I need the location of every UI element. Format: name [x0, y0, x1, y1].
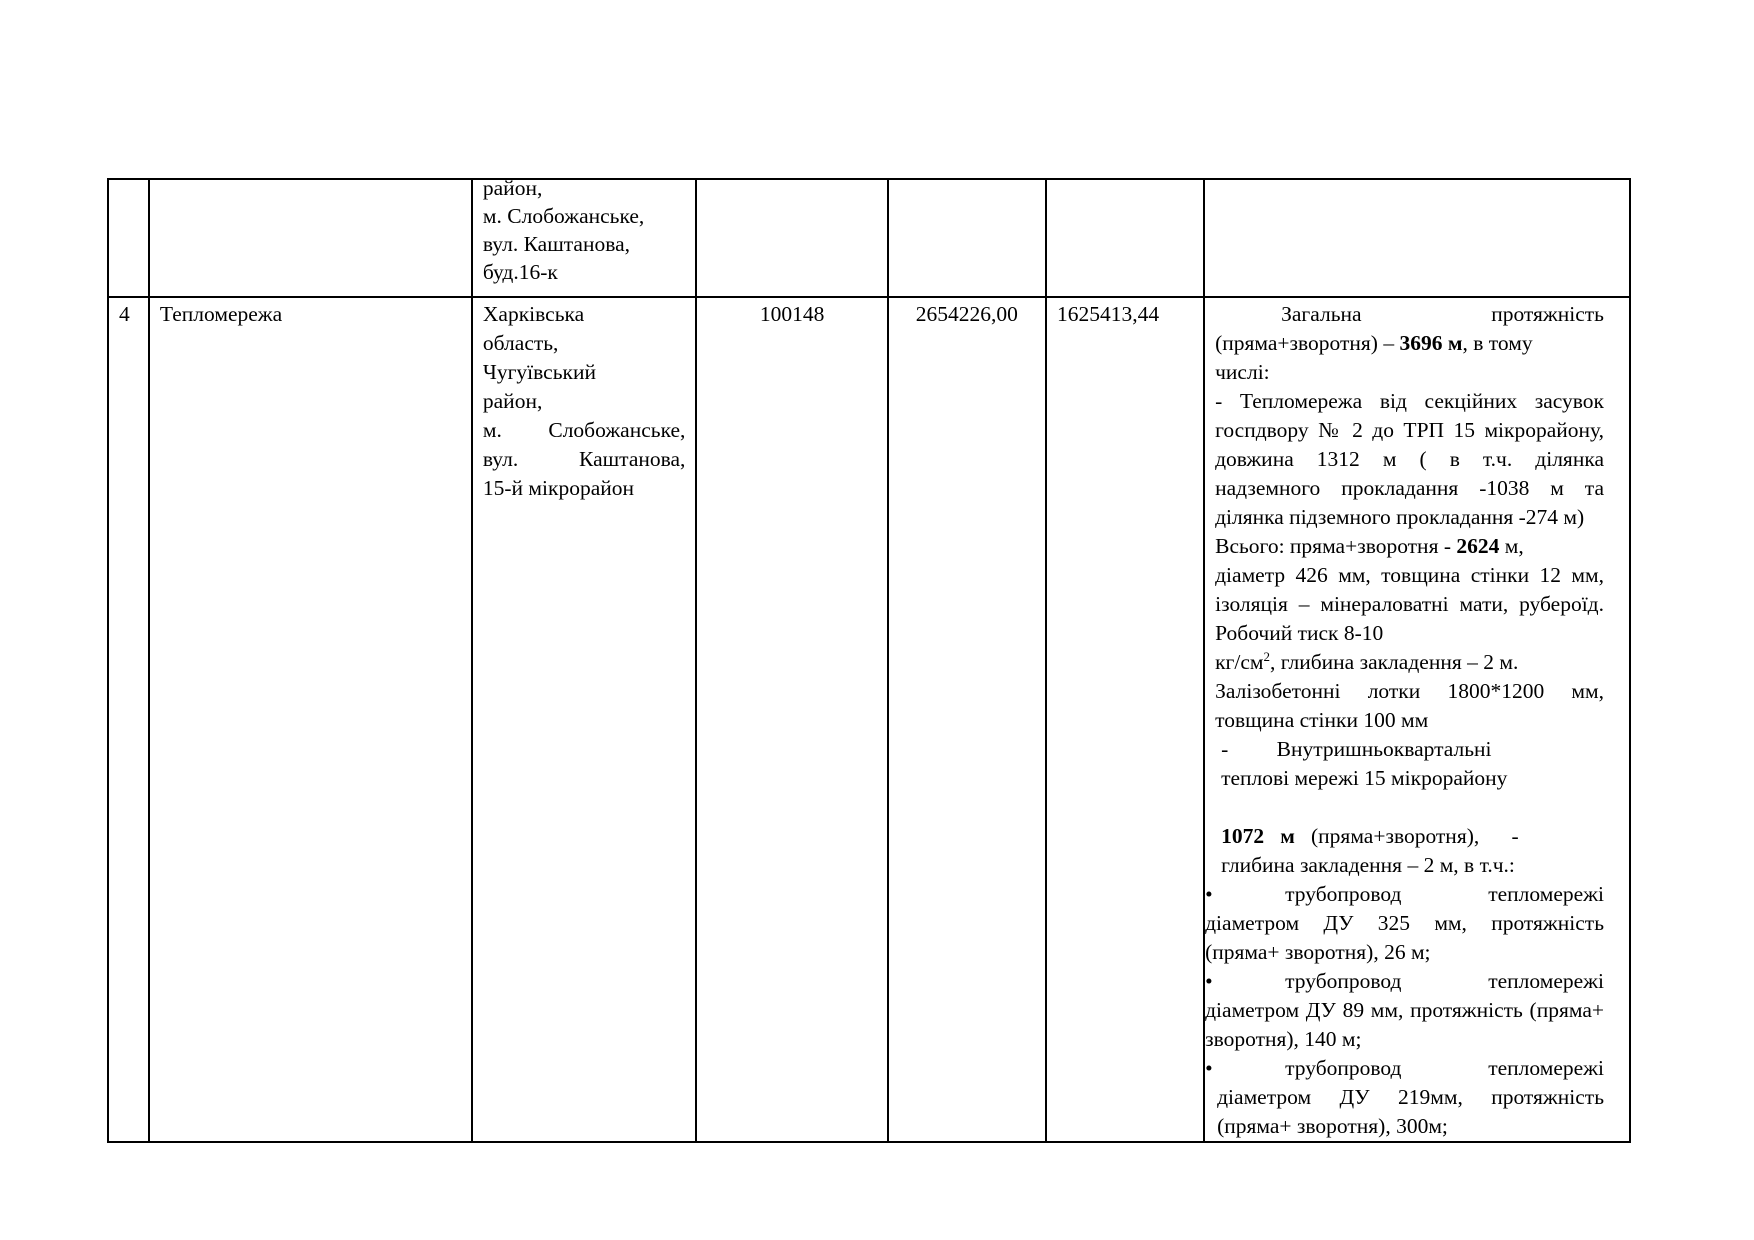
address-line: вул. Каштанова, [482, 232, 630, 256]
table-row [108, 179, 1630, 297]
table-row [108, 297, 1630, 1142]
description-text: м, [1504, 534, 1524, 558]
description-text: Загальна [1281, 302, 1362, 326]
description-text: діаметром ДУ 89 мм, протяжність (пряма+ зворотня), 140 м; [1205, 998, 1604, 1051]
description-text: , в тому [1462, 331, 1533, 355]
description-text: трубопровод тепломережі [1285, 1056, 1604, 1080]
total-length: 3696 м [1399, 331, 1463, 355]
list-item [1205, 1054, 1604, 1141]
cell-initial-value: 2654226,00 [888, 297, 1046, 1142]
description-text: Всього: пряма+зворотня - [1215, 534, 1451, 558]
description-text: числі: [1215, 360, 1270, 384]
address-line: Чугуївський [482, 360, 596, 384]
description-text: діаметром ДУ 325 мм, протяжність (пряма+ зворотня), 26 м; [1205, 911, 1604, 964]
cell-residual-value [1046, 179, 1204, 297]
address-line: район, [482, 176, 543, 200]
cell-description [1204, 179, 1630, 297]
bullet-first-line [1205, 967, 1604, 996]
section-length: 2624 [1456, 534, 1500, 558]
description-total-line [1215, 532, 1604, 561]
description-inner-length [1221, 793, 1604, 851]
description-text: трубопровод тепломережі [1285, 882, 1604, 906]
cell-address [472, 176, 697, 297]
cell-residual-value: 1625413,44 [1046, 297, 1204, 1142]
address-line: буд.16-к [482, 260, 558, 284]
cell-number [108, 179, 149, 297]
bullet-icon: • [1205, 882, 1213, 906]
cell-description [1204, 297, 1630, 1142]
description-trays: Залізобетонні лотки 1800*1200 мм, товщина стінки 100 мм [1215, 679, 1604, 732]
description-total [1215, 300, 1604, 329]
bullet-icon: • [1205, 969, 1213, 993]
description-inner-network [1215, 735, 1604, 880]
address-line: Харківська [482, 302, 585, 326]
description-text: протяжність [1491, 302, 1604, 326]
bullet-icon: • [1205, 1056, 1213, 1080]
inner-length: 1072 м [1221, 824, 1295, 848]
address-line: м. Слобожанське, [482, 418, 686, 442]
description-text: - Внутришньоквартальні [1221, 737, 1492, 761]
address-line: район, [482, 389, 543, 413]
description-section-1: - Тепломережа від секційних засувок госпдвору № 2 до ТРП 15 мікрорайону, довжина 1312 м ( в т.ч. ділянка надземного прокладання -1038 м та ділянка підземного прокладання -274 м) [1215, 389, 1604, 529]
description-text: , глибина закладення – 2 м. [1270, 650, 1519, 674]
address-line: м. Слобожанське, [482, 204, 645, 228]
cell-address [472, 297, 697, 1142]
cell-inventory [696, 179, 887, 297]
cell-initial-value [888, 179, 1046, 297]
description-text: діаметром ДУ 219мм, протяжність (пряма+ зворотня), 300м; [1217, 1085, 1604, 1138]
list-item [1205, 880, 1604, 967]
description-text: (пряма+зворотня), - [1311, 824, 1519, 848]
cell-number: 4 [108, 297, 149, 1142]
address-line: 15-й мікрорайон [482, 476, 635, 500]
description-specs: діаметр 426 мм, товщина стінки 12 мм, ізоляція – мінераловатні мати, руберoїд. Робочий тиск 8-10 [1215, 563, 1604, 645]
superscript: 2 [1263, 648, 1270, 664]
description-text: трубопровод тепломережі [1285, 969, 1604, 993]
cell-inventory: 100148 [696, 297, 887, 1142]
asset-table [107, 178, 1631, 1143]
bullet-first-line [1205, 1054, 1604, 1083]
description-text: (пряма+зворотня) – [1215, 331, 1395, 355]
description-text: теплові мережі 15 мікрорайону [1221, 766, 1508, 790]
description-total-line [1215, 329, 1604, 358]
address-line: область, [482, 331, 559, 355]
cell-name [149, 179, 472, 297]
description-text: кг/см [1215, 650, 1264, 674]
bullet-first-line [1205, 880, 1604, 909]
cell-name: Тепломережа [149, 297, 472, 1142]
description-text: глибина закладення – 2 м, в т.ч.: [1221, 853, 1515, 877]
list-item [1205, 967, 1604, 1054]
address-line: вул. Каштанова, [482, 447, 686, 471]
description-pressure [1215, 648, 1604, 677]
